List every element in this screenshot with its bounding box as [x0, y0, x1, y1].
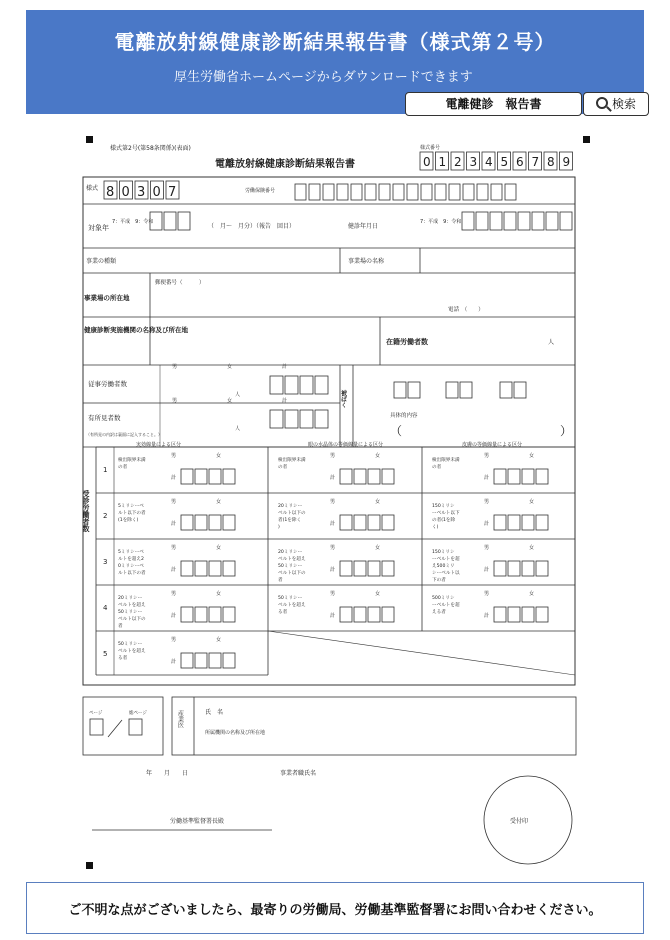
digit-boxes: [420, 152, 573, 170]
form-code-label: 様式番号: [420, 145, 441, 151]
search-input[interactable]: 電離健診 報告書: [405, 92, 582, 116]
dist-female-label: 女: [375, 499, 381, 505]
dist-row-label: ルト以下の者: [118, 511, 146, 516]
findings-note: （有所見の内訳は裏面に記入すること。）: [86, 432, 162, 437]
search-button[interactable]: [583, 92, 649, 116]
dist-row-label: の者: [278, 465, 288, 470]
code-digit: 3: [137, 185, 146, 200]
findings-label: 有所見者数: [88, 414, 121, 422]
dist-box: [340, 469, 352, 484]
dist-row-label: ーベルトを超: [432, 603, 460, 608]
dist-total-label: 計: [484, 613, 490, 619]
dist-row-label: ルト以下の者: [118, 571, 146, 576]
phone-label: 電話 （ ）: [448, 307, 484, 313]
dist-box: [368, 607, 380, 622]
dist-row-label: 50ミリシー: [278, 564, 303, 569]
dist-row-label: 5ミリシーベ: [118, 550, 144, 555]
dist-total-label: 計: [330, 567, 336, 573]
search-button-label: 検索: [611, 97, 636, 111]
dist-female-label: 女: [529, 545, 535, 551]
employees-box: [315, 376, 328, 394]
dist-row-label: 150ミリシ: [432, 550, 455, 555]
page-label: ページ: [89, 711, 103, 716]
dist-female-label: 女: [529, 453, 535, 459]
dist-female-label: 女: [216, 453, 222, 459]
corner-mark: [86, 862, 93, 869]
dist-box: [209, 653, 221, 668]
dist-row-label: 50ミリシー: [118, 610, 143, 615]
digit-label: 0: [423, 155, 431, 169]
dist-row-label: ベルトを超え: [118, 649, 146, 654]
digit-label: 2: [454, 155, 462, 169]
dist-box: [508, 561, 520, 576]
employees-unit: 人: [235, 392, 241, 398]
code-field-label: 様式: [86, 185, 99, 192]
form-number: 様式第2号(第58条関係)(表面): [110, 145, 191, 152]
dist-total-label: 計: [330, 521, 336, 527]
reason-box: [408, 382, 420, 398]
dist-box: [209, 469, 221, 484]
dist-box: [494, 607, 506, 622]
labor-no-box: [393, 184, 404, 200]
form-image: [0, 120, 670, 880]
dist-row-label: る者: [278, 610, 288, 615]
side-label: 受診労働者数: [82, 490, 90, 532]
dist-box: [522, 469, 534, 484]
labor-no-box: [365, 184, 376, 200]
doctor-box: [172, 697, 576, 755]
dist-male-label: 男: [171, 453, 177, 459]
dist-col-header: 眼の水晶体の等価線量による区分: [308, 442, 384, 448]
digit-label: 1: [438, 155, 447, 169]
dist-row-label: ベルトを超え: [278, 603, 306, 608]
dist-male-label: 男: [330, 499, 336, 505]
period-box: [164, 212, 176, 230]
employees-box: [285, 376, 298, 394]
dist-row-label: の者(1を除: [432, 518, 456, 523]
exam-date-box: [532, 212, 544, 230]
dist-row-label: る者: [118, 656, 128, 661]
dist-row-label: 50ミリシー: [278, 596, 303, 601]
dist-male-label: 男: [171, 499, 177, 505]
digit-label: 9: [562, 155, 571, 169]
form-frame: [83, 177, 575, 685]
employees-box: [270, 376, 283, 394]
digit-label: 6: [516, 155, 524, 169]
dist-male-label: 男: [171, 591, 177, 597]
doctor-name-label: 氏 名: [205, 709, 224, 716]
dist-total-label: 計: [330, 475, 336, 481]
dist-box: [181, 561, 193, 576]
findings-box: [270, 410, 283, 428]
dist-box: [181, 607, 193, 622]
dist-box: [340, 607, 352, 622]
doctor-label: 産業医: [176, 710, 184, 728]
exam-date-box: [504, 212, 516, 230]
dist-box: [536, 607, 548, 622]
period-label: 対象年: [88, 224, 109, 232]
dist-row-label: の者: [432, 465, 442, 470]
dist-box: [494, 515, 506, 530]
detail-close-paren: ）: [560, 424, 573, 438]
corner-mark: [583, 136, 590, 143]
page-title: 電離放射線健康診断結果報告書（様式第２号）: [114, 30, 556, 54]
employees-label: 従事労働者数: [88, 380, 127, 388]
biz-type-label: 事業の種類: [86, 258, 117, 265]
dist-total-label: 計: [330, 613, 336, 619]
dist-male-label: 男: [484, 545, 490, 551]
dist-row-label: 検出限界未満: [432, 458, 460, 463]
dist-row-label: 20ミリシー: [278, 550, 303, 555]
dist-row-label: ルトを超え2: [118, 557, 144, 562]
search-icon: [596, 97, 608, 109]
code-digit: 0: [152, 185, 161, 200]
dist-total-label: 計: [484, 521, 490, 527]
findings-box: [285, 410, 298, 428]
dist-box: [223, 607, 235, 622]
dist-female-label: 女: [375, 453, 381, 459]
dist-box: [494, 561, 506, 576]
notice-text: ご不明な点がございましたら、最寄りの労働局、労働基準監督署にお問い合わせください。: [68, 903, 602, 918]
dist-male-label: 男: [330, 453, 336, 459]
dist-row-label: 50ミリシー: [118, 642, 143, 647]
exam-date-box: [546, 212, 558, 230]
dist-row-label: 20ミリシー: [118, 596, 143, 601]
detail-label: 具体的内容: [390, 413, 418, 419]
digit-label: 8: [547, 155, 555, 169]
dist-row-label: く): [432, 525, 439, 530]
dist-female-label: 女: [216, 591, 222, 597]
dist-box: [340, 561, 352, 576]
page-box: [83, 697, 163, 755]
doctor-org-label: 所属機関の名称及び所在地: [205, 730, 266, 736]
dist-box: [368, 469, 380, 484]
month-range: （ 月～ 月分）（報告 回目）: [208, 223, 296, 230]
dist-row-label: 500ミリシ: [432, 596, 455, 601]
dist-box: [368, 561, 380, 576]
digit-label: 5: [500, 155, 509, 169]
dist-male-label: 男: [171, 637, 177, 643]
date-label: 年 月 日: [146, 770, 189, 777]
findings-box: [300, 410, 313, 428]
dist-female-label: 女: [375, 545, 381, 551]
exam-date-box: [462, 212, 474, 230]
employees-box: [300, 376, 313, 394]
dist-box: [508, 469, 520, 484]
download-note: 厚生労働省ホームページからダウンロードできます: [174, 70, 473, 85]
dist-female-label: 女: [529, 499, 535, 505]
dist-male-label: 男: [484, 591, 490, 597]
dist-box: [195, 607, 207, 622]
dist-box: [382, 469, 394, 484]
dist-box: [494, 469, 506, 484]
dist-row-label: の者: [118, 465, 128, 470]
era-options: 7：平成 9：令和: [112, 219, 154, 225]
dist-box: [368, 515, 380, 530]
dist-female-label: 女: [216, 545, 222, 551]
dist-box: [522, 561, 534, 576]
dist-box: [195, 653, 207, 668]
exam-date-box: [490, 212, 502, 230]
dist-total-label: 計: [171, 521, 177, 527]
dist-row-label: 5ミリシーベ: [118, 504, 144, 509]
dist-male-label: 男: [484, 499, 490, 505]
findings-unit: 人: [235, 426, 241, 432]
period-box: [178, 212, 190, 230]
labor-no-box: [505, 184, 516, 200]
reason-label: 被ばく: [339, 390, 347, 408]
labor-no-label: 労働保険番号: [245, 188, 276, 194]
dist-box: [223, 515, 235, 530]
biz-name-label: 事業場の名称: [348, 258, 385, 265]
dist-col-header: 皮膚の等価線量による区分: [462, 442, 523, 448]
dist-box: [508, 607, 520, 622]
header-banner: [26, 10, 644, 114]
digit-label: 3: [469, 155, 478, 169]
dist-box: [195, 515, 207, 530]
dist-row-label: ベルトを超え: [278, 557, 306, 562]
dist-row-label: ベルト以下の: [278, 511, 306, 516]
dist-box: [209, 515, 221, 530]
dist-total-label: 計: [171, 659, 177, 665]
office-label: 労働基準監督署長殿: [170, 818, 225, 825]
reason-box: [460, 382, 472, 398]
dist-row-no: 1: [103, 466, 108, 474]
dist-row-label: 0ミリシーベ: [118, 564, 144, 569]
employees-total-label: 計: [282, 364, 288, 370]
labor-no-boxes: [295, 184, 516, 200]
dist-box: [354, 561, 366, 576]
dist-box: [209, 607, 221, 622]
employees-male-label: 男: [172, 364, 178, 370]
dist-box: [223, 561, 235, 576]
exam-era-options: 7：平成 9：令和: [420, 219, 462, 225]
dist-box: [354, 607, 366, 622]
dist-box: [536, 469, 548, 484]
exam-date-box: [560, 212, 572, 230]
dist-box: [522, 607, 534, 622]
dist-row-label: 者: [118, 624, 123, 629]
exam-date-box: [476, 212, 488, 230]
findings-total-label: 計: [282, 398, 288, 404]
labor-no-box: [379, 184, 390, 200]
dist-col-header: 実効線量による区分: [136, 442, 182, 448]
labor-no-box: [435, 184, 446, 200]
dist-box: [354, 469, 366, 484]
code-boxes: [104, 181, 179, 200]
employees-female-label: 女: [227, 364, 233, 370]
dist-box: [195, 561, 207, 576]
dist-row-label: ): [278, 525, 280, 530]
exam-date-box: [518, 212, 530, 230]
code-digit: 0: [121, 185, 130, 200]
digit-label: 7: [531, 155, 540, 169]
labor-no-box: [477, 184, 488, 200]
labor-no-box: [323, 184, 334, 200]
total-page-label: 総ページ: [129, 711, 147, 716]
workers-label: 在籍労働者数: [386, 338, 428, 346]
dist-row-label: 150ミリシ: [432, 504, 455, 509]
dist-row-label: える者: [432, 610, 446, 615]
dist-box: [536, 561, 548, 576]
dist-male-label: 男: [330, 545, 336, 551]
dist-box: [181, 469, 193, 484]
dist-box: [181, 515, 193, 530]
dist-row-label: ベルト以下の: [118, 617, 146, 622]
dist-box: [382, 561, 394, 576]
dist-total-label: 計: [484, 475, 490, 481]
labor-no-box: [309, 184, 320, 200]
dist-total-label: 計: [484, 567, 490, 573]
postal-label: 郵便番号（ ）: [155, 280, 205, 286]
dist-box: [195, 469, 207, 484]
dist-row-no: 2: [103, 512, 108, 520]
dist-row-no: 4: [103, 604, 108, 612]
dist-row-label: ーベルト以下: [432, 511, 460, 516]
dist-male-label: 男: [330, 591, 336, 597]
labor-no-box: [463, 184, 474, 200]
labor-no-box: [351, 184, 362, 200]
corner-mark: [86, 136, 93, 143]
reason-box: [500, 382, 512, 398]
labor-no-box: [491, 184, 502, 200]
dist-total-label: 計: [171, 475, 177, 481]
dist-table: [96, 441, 575, 675]
dist-row-label: 者: [278, 578, 283, 583]
dist-row-label: 検出限界未満: [278, 458, 306, 463]
dist-box: [382, 515, 394, 530]
dist-row-label: (1を除く): [118, 518, 139, 523]
dist-row-label: 検出限界未満: [118, 458, 146, 463]
dist-box: [382, 607, 394, 622]
reason-box: [446, 382, 458, 398]
dist-box: [536, 515, 548, 530]
dist-box: [354, 515, 366, 530]
detail-open-paren: （: [390, 424, 403, 438]
dist-row-label: ベルトを超え: [118, 603, 146, 608]
findings-female-label: 女: [227, 398, 233, 404]
findings-box: [315, 410, 328, 428]
labor-no-box: [449, 184, 460, 200]
dist-box: [340, 515, 352, 530]
code-digit: 8: [106, 185, 115, 200]
dist-row-label: 下の者: [432, 578, 446, 583]
workers-unit: 人: [548, 339, 555, 346]
employee-boxes: [172, 363, 526, 432]
dist-row-no: 5: [103, 650, 108, 658]
dist-female-label: 女: [529, 591, 535, 597]
dist-male-label: 男: [171, 545, 177, 551]
labor-no-box: [421, 184, 432, 200]
dist-female-label: 女: [216, 499, 222, 505]
dist-row-label: 20ミリシー: [278, 504, 303, 509]
dist-total-label: 計: [171, 613, 177, 619]
labor-no-box: [295, 184, 306, 200]
labor-no-box: [337, 184, 348, 200]
dist-box: [508, 515, 520, 530]
dist-row-label: シーベルト以: [432, 571, 460, 576]
biz-addr-label: 事業場の所在地: [84, 294, 130, 302]
code-digit: 7: [168, 185, 177, 200]
dist-row-label: 者(1を除く: [278, 518, 302, 523]
dist-box: [181, 653, 193, 668]
exam-date-label: 健診年月日: [348, 223, 379, 230]
digit-label: 4: [485, 155, 493, 169]
dist-row-label: ーベルトを超: [432, 557, 460, 562]
dist-box: [223, 653, 235, 668]
employer-label: 事業者職氏名: [280, 770, 317, 777]
form-title: 電離放射線健康診断結果報告書: [215, 159, 355, 170]
dist-box: [522, 515, 534, 530]
dist-row-label: ベルト以下の: [278, 571, 306, 576]
report-form: [0, 120, 670, 880]
stamp-label: 受付印: [510, 818, 529, 825]
reason-box: [514, 382, 526, 398]
dist-box: [223, 469, 235, 484]
dist-male-label: 男: [484, 453, 490, 459]
dist-row-no: 3: [103, 558, 108, 566]
institution-label: 健康診断実施機関の名称及び所在地: [84, 326, 188, 334]
labor-no-box: [407, 184, 418, 200]
dist-female-label: 女: [375, 591, 381, 597]
notice-box: [26, 882, 644, 934]
dist-row-label: え500ミリ: [432, 564, 455, 569]
dist-box: [209, 561, 221, 576]
dist-female-label: 女: [216, 637, 222, 643]
reason-box: [394, 382, 406, 398]
findings-male-label: 男: [172, 398, 178, 404]
dist-total-label: 計: [171, 567, 177, 573]
